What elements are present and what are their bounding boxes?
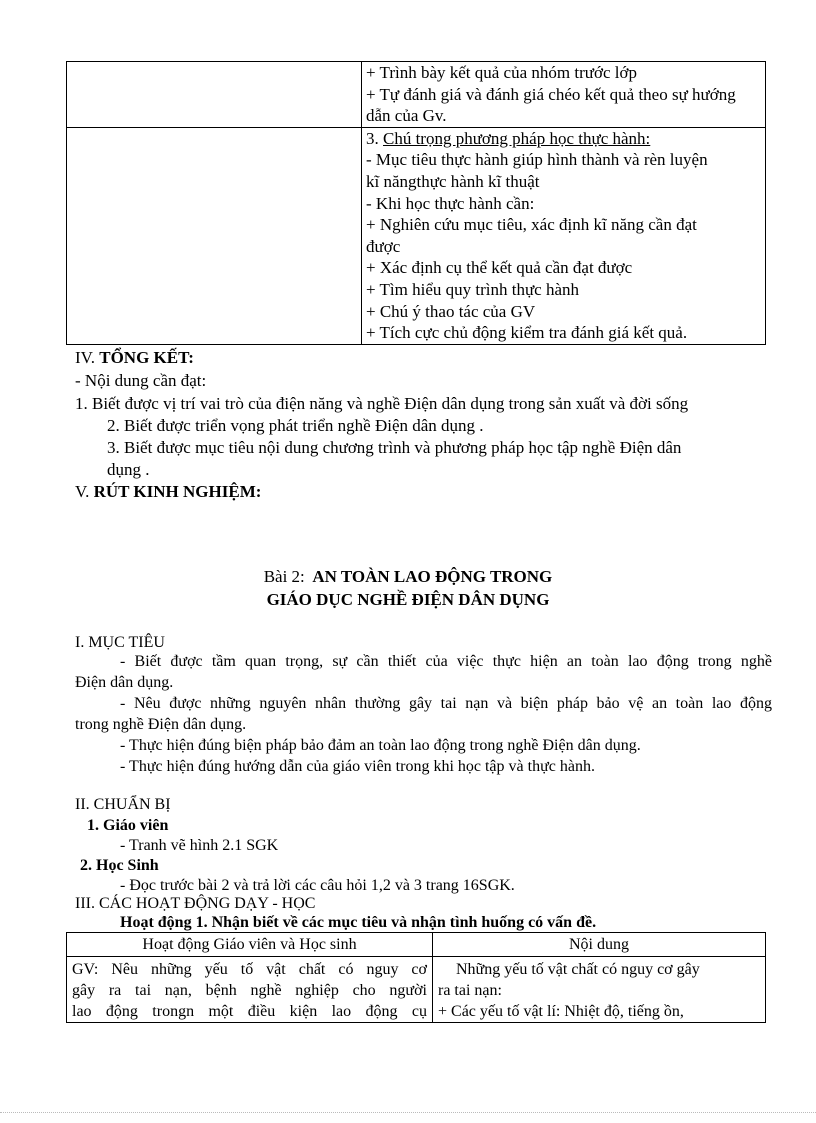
content-line: + Xác định cụ thể kết quả cần đạt được	[366, 258, 633, 278]
objective-1: - Biết được tầm quan trọng, sự cần thiết của việc thực hiện an toàn lao động trong nghề	[120, 653, 772, 670]
objectives-heading: I. MỤC TIÊU	[75, 634, 165, 651]
table-row	[67, 62, 766, 128]
cell-line: + Các yếu tố vật lí: Nhiệt độ, tiếng ồn,	[438, 1003, 684, 1020]
content-cell	[433, 957, 766, 1023]
objective-4: - Thực hiện đúng hướng dẫn của giáo viên trong khi học tập và thực hành.	[120, 758, 595, 775]
content-line: + Trình bày kết quả của nhóm trước lớp	[366, 63, 637, 82]
table-row	[67, 957, 766, 1023]
content-line: + Tìm hiểu quy trình thực hành	[366, 279, 580, 299]
experience-heading: V. RÚT KINH NGHIỆM:	[75, 482, 262, 501]
summary-item-3-cont: dụng .	[107, 460, 150, 479]
content-line: - Mục tiêu thực hành giúp hình thành và rèn luyện	[366, 150, 708, 170]
activities-heading: III. CÁC HOẠT ĐỘNG DẠY - HỌC	[75, 895, 316, 912]
lesson-title: Bài 2: AN TOÀN LAO ĐỘNG TRONG	[263, 567, 553, 586]
teacher-item: - Tranh vẽ hình 2.1 SGK	[120, 837, 279, 854]
content-line: kĩ năngthực hành kĩ thuật	[366, 171, 540, 191]
objective-2-cont: trong nghề Điện dân dụng.	[75, 716, 247, 733]
cell-line: lao động trongn một điều kiện lao động cụ	[72, 1003, 427, 1020]
teacher-heading: 1. Giáo viên	[87, 817, 169, 834]
table-row	[67, 127, 766, 344]
content-line: + Tích cực chủ động kiểm tra đánh giá kết quả.	[366, 323, 688, 343]
content-cell	[362, 62, 766, 128]
content-line: + Nghiên cứu mục tiêu, xác định kĩ năng cần đạt	[366, 215, 697, 235]
summary-item-1: 1. Biết được vị trí vai trò của điện năng và nghề Điện dân dụng trong sản xuất và đời sống	[75, 394, 689, 413]
cell-line: ra tai nạn:	[438, 982, 502, 999]
teacher-student-cell	[67, 62, 362, 128]
cell-line: gây ra tai nạn, bệnh nghề nghiệp cho người	[72, 982, 427, 999]
student-item: - Đọc trước bài 2 và trả lời các câu hỏi 1,2 và 3 trang 16SGK.	[120, 877, 515, 894]
objective-2: - Nêu được những nguyên nhân thường gây tai nạn và biện pháp bảo vệ an toàn lao động	[120, 695, 772, 712]
teacher-student-cell	[67, 127, 362, 344]
practice-method-heading: 3. Chú trọng phương pháp học thực hành:	[366, 128, 651, 148]
lesson-subtitle: GIÁO DỤC NGHỀ ĐIỆN DÂN DỤNG	[266, 590, 550, 609]
content-cell	[362, 127, 766, 344]
summary-item-3: 3. Biết được mục tiêu nội dung chương trình và phương pháp học tập nghề Điện dân	[107, 438, 682, 457]
objective-3: - Thực hiện đúng biện pháp bảo đảm an toàn lao động trong nghề Điện dân dụng.	[120, 737, 641, 754]
content-line: + Tự đánh giá và đánh giá chéo kết quả theo sự hướng dẫn của Gv.	[366, 84, 736, 126]
summary-heading: IV. TỔNG KẾT:	[75, 348, 194, 367]
content-line: - Khi học thực hành cần:	[366, 193, 535, 213]
lesson-plan-table-continued	[66, 61, 766, 345]
summary-intro: - Nội dung cần đạt:	[75, 371, 207, 390]
column-header-teacher-student: Hoạt động Giáo viên và Học sinh	[67, 933, 433, 957]
student-heading: 2. Học Sinh	[80, 857, 159, 874]
activity-table	[66, 932, 766, 1023]
table-header-row	[67, 933, 766, 957]
content-line: được	[366, 236, 401, 256]
cell-line: GV: Nêu những yếu tố vật chất có nguy cơ	[72, 961, 427, 978]
objective-1-cont: Điện dân dụng.	[75, 674, 174, 691]
content-line: + Chú ý thao tác của GV	[366, 301, 536, 321]
cell-line: Những yếu tố vật chất có nguy cơ gây	[456, 961, 700, 978]
teacher-student-cell	[67, 957, 433, 1023]
column-header-content: Nội dung	[433, 933, 766, 957]
page-bottom-divider	[0, 1112, 816, 1113]
preparation-heading: II. CHUẨN BỊ	[75, 796, 171, 813]
summary-item-2: 2. Biết được triển vọng phát triển nghề Điện dân dụng .	[107, 416, 484, 435]
activity-1-title: Hoạt động 1. Nhận biết về các mục tiêu và nhận tình huống có vấn đề.	[120, 914, 597, 931]
